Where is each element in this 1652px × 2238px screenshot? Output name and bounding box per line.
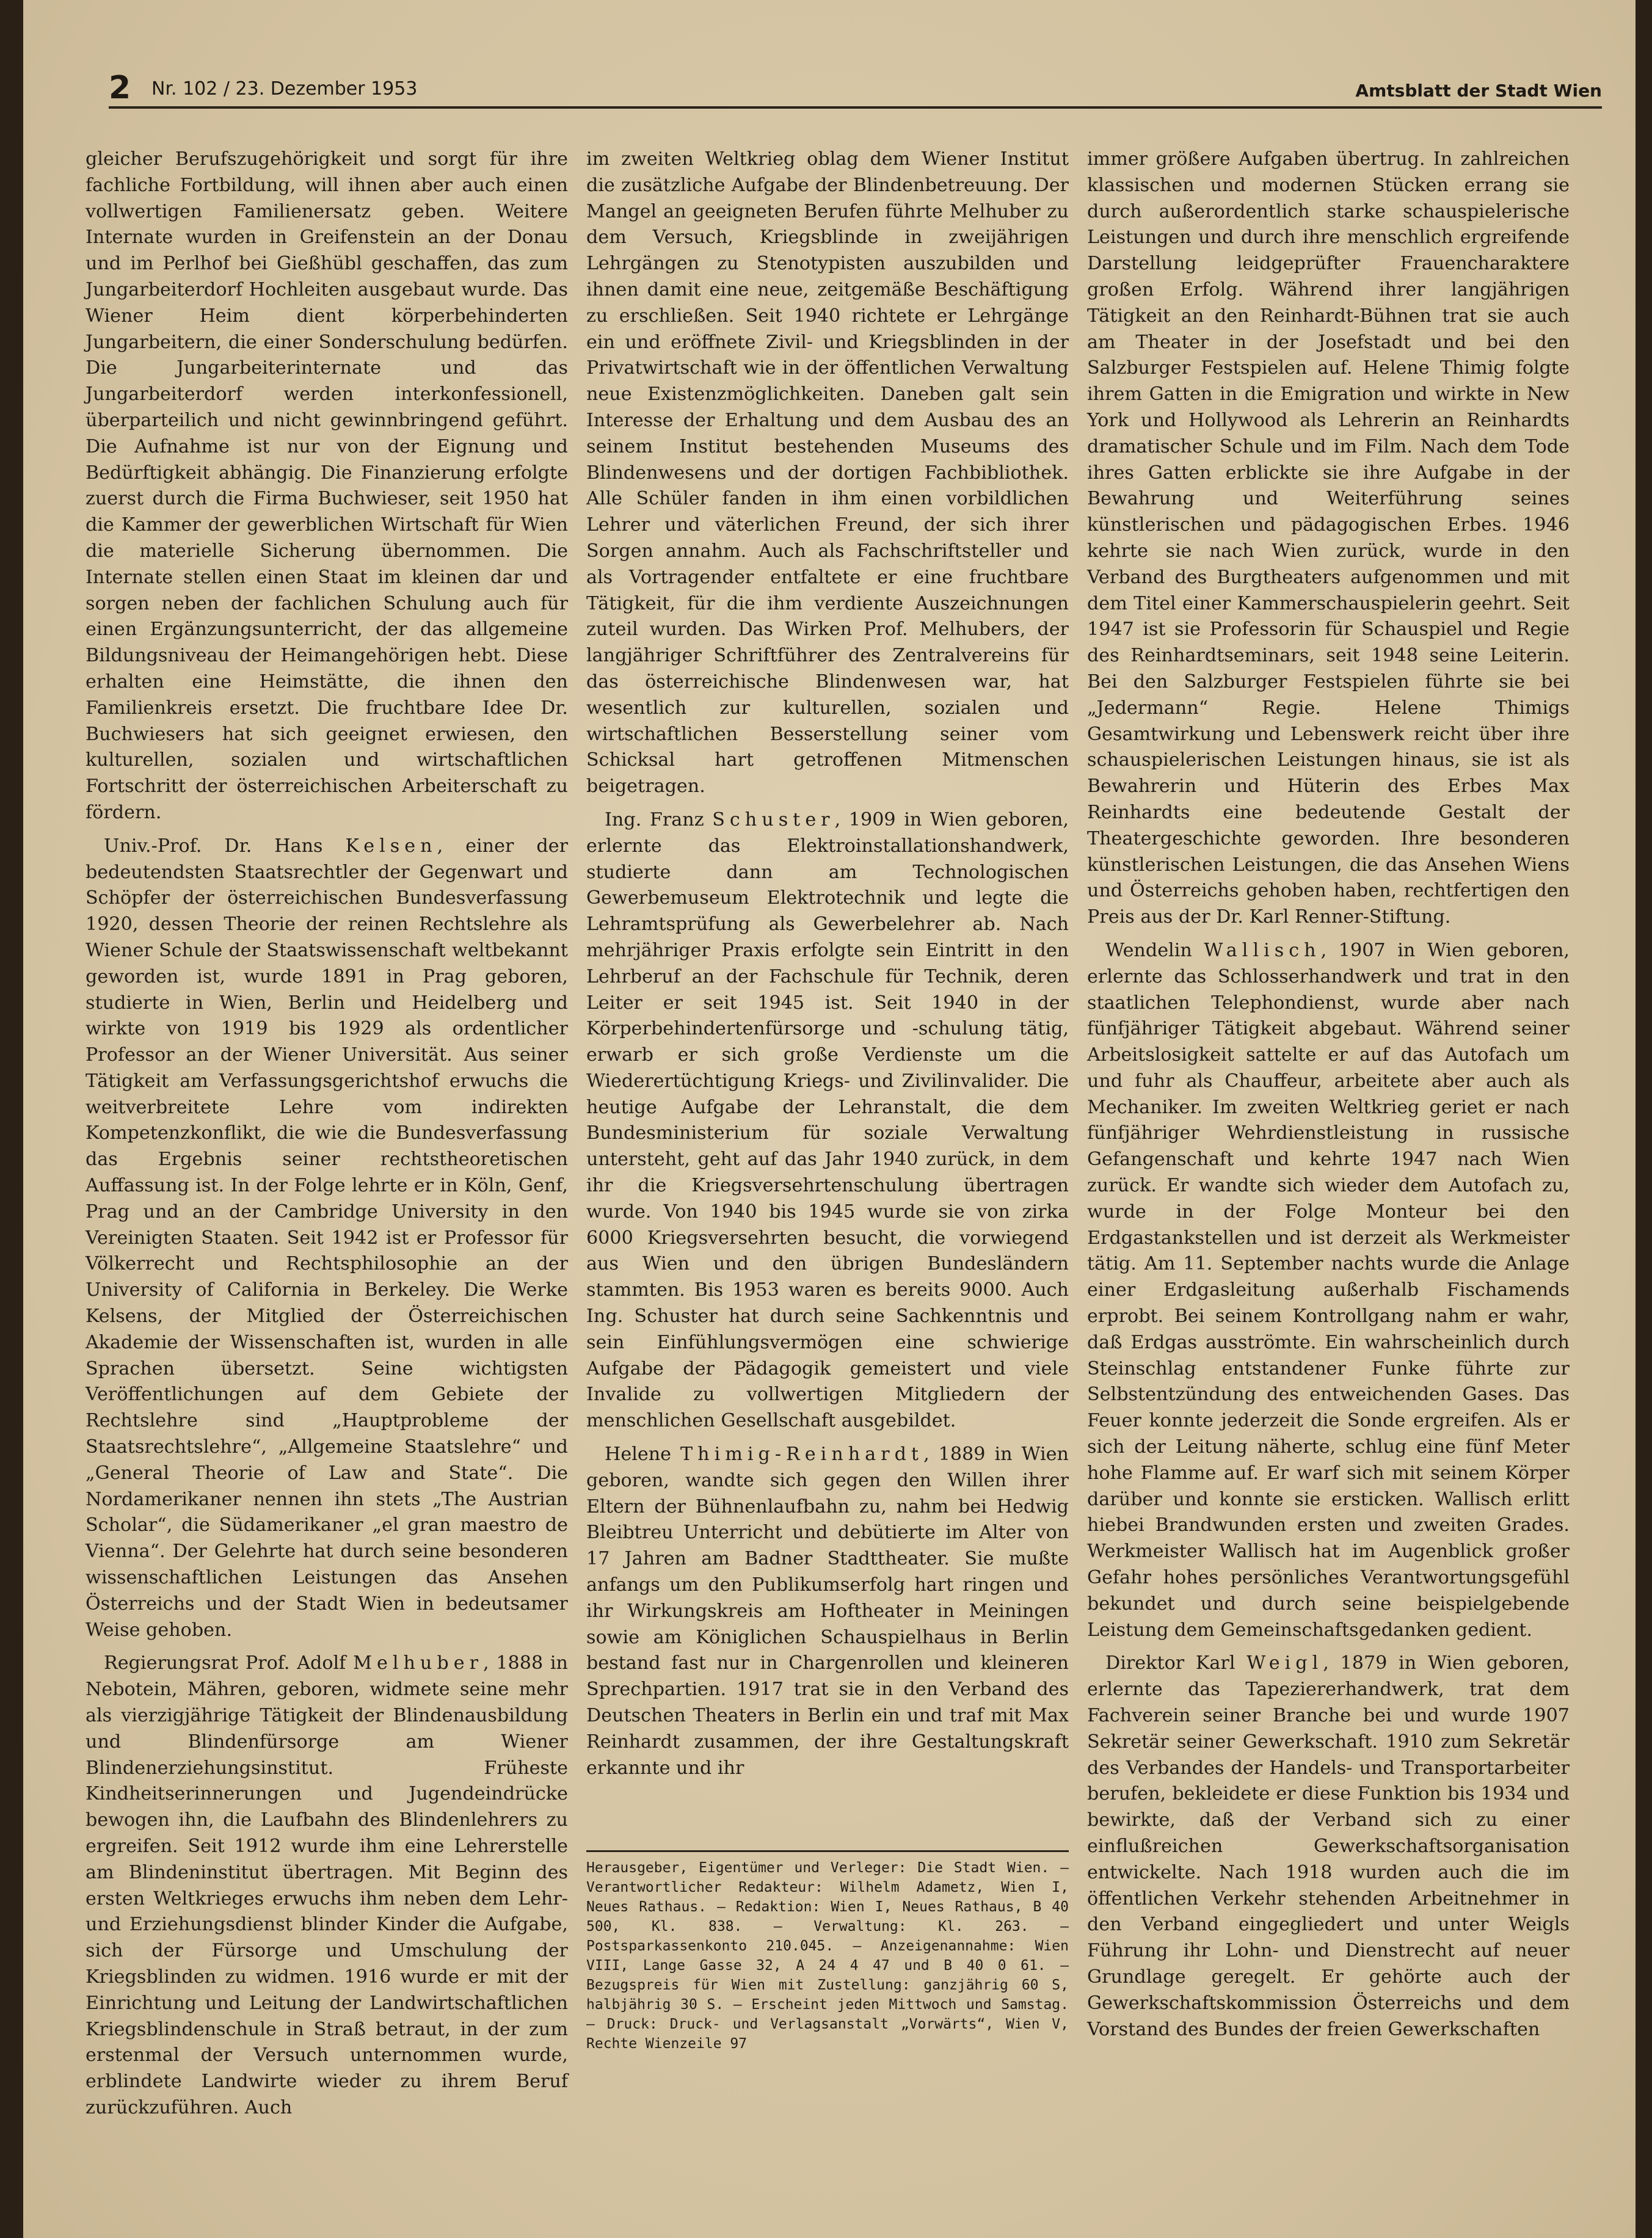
- journal-title: Amtsblatt der Stadt Wien: [1355, 81, 1602, 101]
- paragraph-melhuber-cont: im zweiten Weltkrieg oblag dem Wiener Institut die zusätzliche Aufgabe der Blindenbetreuung. Der Mangel an geeigneten Berufen führte Melhuber zu dem Versuch, Kriegsblinde in zweijährigen Lehrgängen zu Stenotypisten auszubilden und ihnen damit eine neue, zeitgemäße Beschäftigung zu erschließen. Seit 1940 richtete er Lehrgänge ein und eröffnete Zivil- und Kriegsblinden in der Privatwirtschaft wie in der öffentlichen Verwaltung neue Existenzmöglichkeiten. Daneben galt sein Interesse der Erhaltung und dem Ausbau des an seinem Institut bestehenden Museums des Blindenwesens und der dortigen Fachbibliothek. Alle Schüler fanden in ihm einen vorbildlichen Lehrer und väterlichen Freund, der sich ihrer Sorgen annahm. Auch als Fachschriftsteller und als Vortragender entfaltete er eine fruchtbare Tätigkeit, für die ihm verdiente Auszeichnungen zuteil wurden. Das Wirken Prof. Melhubers, der langjähriger Schriftführer des Zentralvereins für das österreichische Blindenwesen war, hat wesentlich zur kulturellen, sozialen und wirtschaftlichen Besserstellung seiner vom Schicksal hart getroffenen Mitmenschen beigetragen.: [586, 148, 1069, 797]
- column-1: [86, 147, 568, 2180]
- honoree-name: Melhuber: [353, 1652, 483, 1674]
- honoree-name: Kelsen: [345, 835, 437, 857]
- honoree-name: Wallisch: [1204, 939, 1321, 961]
- issue-line: Nr. 102 / 23. Dezember 1953: [151, 78, 418, 100]
- page-number: 2: [109, 70, 131, 106]
- honoree-name: Schuster: [712, 808, 835, 830]
- paragraph-wallisch: Wendelin Wallisch, 1907 in Wien geboren, erlernte das Schlosserhandwerk und trat in den staatlichen Telephondienst, wurde aber nach fünfjähriger Tätigkeit abgebaut. Während seiner Arbeitslosigkeit sattelte er auf das Autofach um und fuhr als Chauffeur, arbeitete aber auch als Mechaniker. Im zweiten Weltkrieg geriet er nach fünfjähriger Wehrdienstleistung in russische Gefangenschaft und kehrte 1947 nach Wien zurück. Er wandte sich wieder dem Autofach zu, wurde in der Folge Monteur bei den Erdgastankstellen und ist derzeit als Werkmeister tätig. Am 11. September nachts wurde die Anlage einer Erdgasleitung außerhalb Fischamends erprobt. Bei seinem Kontrollgang nahm er wahr, daß Erdgas ausströmte. Ein wahrscheinlich durch Steinschlag entstandener Funke führte zur Selbstentzündung des entweichenden Gases. Das Feuer konnte jederzeit die Sonde ergreifen. Als er sich der Leitung näherte, schlug eine fünf Meter hohe Flamme auf. Er warf sich mit seinem Körper darüber und konnte sie ersticken. Wallisch erlitt hiebei Brandwunden ersten und zweiten Grades. Werkmeister Wallisch hat im Augenblick großer Gefahr hohes persönliches Verantwortungsgefühl bekundet und durch seine beispielgebende Leistung dem Gemeinschaftsgedanken gedient.: [1087, 939, 1570, 1641]
- column-3: [1087, 147, 1570, 2180]
- paragraph-schuster: Ing. Franz Schuster, 1909 in Wien geboren, erlernte das Elektroinstallationshandwerk, studierte dann am Technologischen Gewerbemuseum Elektrotechnik und legte die Lehramtsprüfung als Gewerbelehrer ab. Nach mehrjähriger Praxis erfolgte sein Eintritt in den Lehrberuf an der Fachschule für Technik, deren Leiter er seit 1945 ist. Seit 1940 in der Körperbehindertenfürsorge und -schulung tätig, erwarb er sich große Verdienste um die Wiederertüchtigung Kriegs- und Zivilinvalider. Die heutige Aufgabe der Lehranstalt, die dem Bundesministerium für soziale Verwaltung untersteht, geht auf das Jahr 1940 zurück, in dem ihr die Kriegsversehrtenschulung übertragen wurde. Von 1940 bis 1945 wurde sie von zirka 6000 Kriegsversehrten besucht, die vorwiegend aus Wien und den übrigen Bundesländern stammten. Bis 1953 waren es bereits 9000. Auch Ing. Schuster hat durch seine Sachkenntnis und sein Einfühlungsvermögen eine schwierige Aufgabe der Pädagogik gemeistert und viele Invalide zu vollwertigen Mitgliedern der menschlichen Gesellschaft ausgebildet.: [586, 808, 1069, 1432]
- imprint-box: Herausgeber, Eigentümer und Verleger: Die Stadt Wien. — Verantwortlicher Redakteur: Wilhelm Adametz, Wien I, Neues Rathaus. — Redaktion: Wien I, Neues Rathaus, B 40 500, Kl. 838. — Verwaltung: Kl. 263. — Postsparkassenkonto 210.045. — Anzeigenannahme: Wien VIII, Lange Gasse 32, A 24 4 47 und B 40 0 61. — Bezugspreis für Wien mit Zustellung: ganzjährig 60 S, halbjährig 30 S. — Erscheint jeden Mittwoch und Samstag. — Druck: Druck- und Verlagsanstalt „Vorwärts“, Wien V, Rechte Wienzeile 97: [586, 1850, 1069, 2054]
- paragraph-weigl: Direktor Karl Weigl, 1879 in Wien geboren, erlernte das Tapeziererhandwerk, trat dem Fachverein seiner Branche bei und wurde 1907 Sekretär seiner Gewerkschaft. 1910 zum Sekretär des Verbandes der Handels- und Transportarbeiter berufen, bekleidete er diese Funktion bis 1934 und bewirkte, daß der Verband sich zu einer einflußreichen Gewerkschaftsorganisation entwickelte. Nach 1918 wurden auch die im öffentlichen Verkehr stehenden Arbeitnehmer in den Verband eingegliedert und unter Weigls Führung ihr Lohn- und Dienstrecht auf neuer Grundlage geregelt. Er gehörte auch der Gewerkschaftskommission Österreichs und dem Vorstand des Bundes der freien Gewerkschaften: [1087, 1652, 1570, 2040]
- honoree-name: Weigl: [1246, 1652, 1323, 1674]
- page-header: [109, 70, 1602, 109]
- honoree-name: Thimig-Reinhardt: [680, 1444, 924, 1466]
- paragraph-buchwieser-cont: gleicher Berufszugehörigkeit und sorgt für ihre fachliche Fortbildung, will ihnen aber auch einen vollwertigen Familienersatz geben. Weitere Internate wurden in Greifenstein an der Donau und im Perlhof bei Gießhübl geschaffen, das zum Jungarbeiterdorf Hochleiten ausgebaut wurde. Das Wiener Heim dient körperbehinderten Jungarbeitern, die einer Sonderschulung bedürfen. Die Jungarbeiterinternate und das Jungarbeiterdorf werden interkonfessionell, überparteilich und nicht gewinnbringend geführt. Die Aufnahme ist nur von der Eignung und Bedürftigkeit abhängig. Die Finanzierung erfolgte zuerst durch die Firma Buchwieser, seit 1950 hat die Kammer der gewerblichen Wirtschaft für Wien die materielle Sicherung übernommen. Die Internate stellen einen Staat im kleinen dar und sorgen neben der fachlichen Schulung auch für einen Ergänzungsunterricht, der das allgemeine Bildungsniveau der Heimangehörigen hebt. Diese erhalten eine Heimstätte, die ihnen den Familienkreis ersetzt. Die fruchtbare Idee Dr. Buchwiesers hat sich geeignet erwiesen, den kulturellen, sozialen und wirtschaftlichen Fortschritt der österreichischen Arbeiterschaft zu fördern.: [86, 148, 568, 823]
- paragraph-thimig: Helene Thimig-Reinhardt, 1889 in Wien geboren, wandte sich gegen den Willen ihrer Eltern der Bühnenlaufbahn zu, nahm bei Hedwig Bleibtreu Unterricht und debütierte im Alter von 17 Jahren am Badner Stadttheater. Sie mußte anfangs um den Publikumserfolg hart ringen und ihr Wirkungskreis am Hoftheater in Meiningen sowie am Königlichen Schauspielhaus in Berlin bestand fast nur in Chargenrollen und kleineren Sprechpartien. 1917 trat sie in den Verband des Deutschen Theaters in Berlin ein und traf mit Max Reinhardt zusammen, der ihre Gestaltungskraft erkannte und ihr: [586, 1444, 1069, 1779]
- paragraph-thimig-cont: immer größere Aufgaben übertrug. In zahlreichen klassischen und modernen Stücken errang sie durch außerordentlich starke schauspielerische Leistungen und durch ihre menschlich ergreifende Darstellung leidgeprüfter Frauencharaktere großen Erfolg. Während ihrer langjährigen Tätigkeit an den Reinhardt-Bühnen trat sie auch am Theater in der Josefstadt und bei den Salzburger Festspielen auf. Helene Thimig folgte ihrem Gatten in die Emigration und wirkte in New York und Hollywood als Lehrerin an Reinhardts dramatischer Schule und im Film. Nach dem Tode ihres Gatten erblickte sie ihre Aufgabe in der Bewahrung und Weiterführung seines künstlerischen und pädagogischen Erbes. 1946 kehrte sie nach Wien zurück, wurde in den Verband des Burgtheaters aufgenommen und mit dem Titel einer Kammerschauspielerin geehrt. Seit 1947 ist sie Professorin für Schauspiel und Regie des Reinhardtseminars, seit 1948 seine Leiterin. Bei den Salzburger Festspielen führte sie bei „Jedermann“ Regie. Helene Thimigs Gesamtwirkung und Lebenswerk reicht über ihre schauspielerischen Leistungen hinaus, sie ist als Bewahrerin und Hüterin des Erbes Max Reinhardts eine bedeutende Gestalt der Theatergeschichte geworden. Ihre besonderen künstlerischen Leistungen, die das Ansehen Wiens und Österreichs gehoben haben, rechtfertigen den Preis aus der Dr. Karl Renner-Stiftung.: [1087, 148, 1570, 928]
- paragraph-melhuber: Regierungsrat Prof. Adolf Melhuber, 1888 in Nebotein, Mähren, geboren, widmete seine mehr als vierzigjährige Tätigkeit der Blindenausbildung und Blindenfürsorge am Wiener Blindenerziehungsinstitut. Früheste Kindheitserinnerungen und Jugendeindrücke bewogen ihn, die Laufbahn des Blindenlehrers zu ergreifen. Seit 1912 wurde ihm eine Lehrerstelle am Blindeninstitut übertragen. Mit Beginn des ersten Weltkrieges erwuchs ihm neben dem Lehr- und Erziehungsdienst blinder Kinder die Aufgabe, sich der Fürsorge und Umschulung der Kriegsblinden zu widmen. 1916 wurde er mit der Einrichtung und Leitung der Landwirtschaftlichen Kriegsblindenschule in Straß betraut, in der zum erstenmal der Versuch unternommen wurde, erblindete Landwirte wieder zu ihrem Beruf zurückzuführen. Auch: [86, 1652, 568, 2118]
- paragraph-kelsen: Univ.-Prof. Dr. Hans Kelsen, einer der bedeutendsten Staatsrechtler der Gegenwart und Schöpfer der österreichischen Bundesverfassung 1920, dessen Theorie der reinen Rechtslehre als Wiener Schule der Staatswissenschaft weltbekannt geworden ist, wurde 1891 in Prag geboren, studierte in Wien, Berlin und Heidelberg und wirkte von 1919 bis 1929 als ordentlicher Professor an der Wiener Universität. Aus seiner Tätigkeit am Verfassungsgerichtshof erwuchs die weitverbreitete Lehre vom indirekten Kompetenzkonflikt, die wie die Bundesverfassung das Ergebnis seiner rechtstheoretischen Auffassung ist. In der Folge lehrte er in Köln, Genf, Prag und an der Cambridge University in den Vereinigten Staaten. Seit 1942 ist er Professor für Völkerrecht und Rechtsphilosophie an der University of California in Berkeley. Die Werke Kelsens, der Mitglied der Österreichischen Akademie der Wissenschaften ist, wurden in alle Sprachen übersetzt. Seine wichtigsten Veröffentlichungen auf dem Gebiete der Rechtslehre sind „Hauptprobleme der Staatsrechtslehre“, „Allgemeine Staatslehre“ und „General Theorie of Law and State“. Die Nordamerikaner nennen ihn stets „The Austrian Scholar“, die Südamerikaner „el gran maestro de Vienna“. Der Gelehrte hat durch seine besonderen wissenschaftlichen Leistungen das Ansehen Österreichs und der Stadt Wien in bedeutsamer Weise gehoben.: [86, 835, 568, 1641]
